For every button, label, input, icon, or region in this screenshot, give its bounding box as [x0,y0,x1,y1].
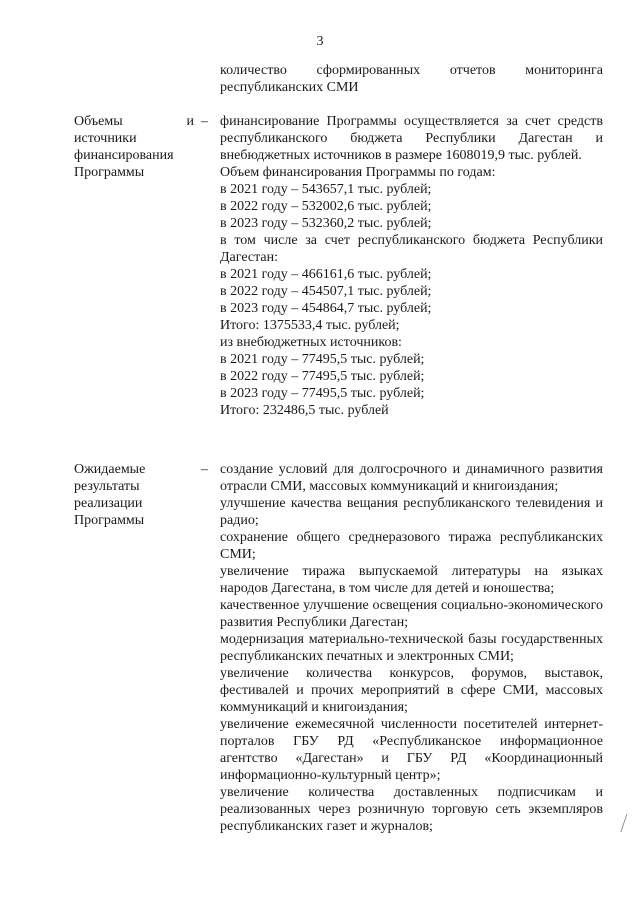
funding-content [220,113,603,419]
continuation-content [220,62,603,96]
funding-total-2023: в 2023 году – 532360,2 тыс. рублей; [220,216,432,231]
funding-extra-2023: в 2023 году – 77495,5 тыс. рублей; [220,386,425,401]
margin-pen-mark-icon [618,812,630,834]
funding-years-heading: Объем финансирования Программы по годам: [220,165,496,180]
funding-label: Объемы и источники финансирования Программы [74,114,194,180]
results-label: Ожидаемые результаты реализации Программы [74,462,146,528]
results-item-6: модернизация материально-технической базы государственных республиканских печатных и электронных СМИ; [220,632,603,664]
funding-republic-total: Итого: 1375533,4 тыс. рублей; [220,318,400,333]
results-item-4: увеличение тиража выпускаемой литературы на языках народов Дагестана, в том числе для детей и юношества; [220,564,603,596]
results-item-1: создание условий для долгосрочного и динамичного развития отрасли СМИ, массовых коммуникаций и книгоиздания; [220,462,603,494]
results-item-3: сохранение общего среднеразового тиража республиканских СМИ; [220,530,603,562]
results-dash: – [201,462,208,477]
results-item-8: увеличение ежемесячной численности посетителей интернет-порталов ГБУ РД «Республиканское информационное агентство «Дагестан» и ГБУ РД «Координационный информационно-культурный центр»; [220,717,603,783]
results-content [220,461,603,835]
funding-republic-2022: в 2022 году – 454507,1 тыс. рублей; [220,284,432,299]
results-item-9: увеличение количества доставленных подписчикам и реализованных через розничную торговую сеть экземпляров республиканских газет и журналов; [220,785,603,834]
results-item-5: качественное улучшение освещения социально-экономического развития Республики Дагестан; [220,598,603,630]
funding-total-2022: в 2022 году – 532002,6 тыс. рублей; [220,199,432,214]
funding-extra-2021: в 2021 году – 77495,5 тыс. рублей; [220,352,425,367]
page-number: 3 [316,34,324,49]
funding-extra-2022: в 2022 году – 77495,5 тыс. рублей; [220,369,425,384]
funding-republic-2021: в 2021 году – 466161,6 тыс. рублей; [220,267,432,282]
results-item-7: увеличение количества конкурсов, форумов, выставок, фестивалей и прочих мероприятий в сфере СМИ, массовых коммуникаций и книгоиздания; [220,666,603,715]
funding-total-2021: в 2021 году – 543657,1 тыс. рублей; [220,182,432,197]
funding-dash: – [201,114,208,129]
results-item-2: улучшение качества вещания республиканского телевидения и радио; [220,496,603,528]
funding-extra-total: Итого: 232486,5 тыс. рублей [220,403,389,418]
funding-republic-heading: в том числе за счет республиканского бюджета Республики Дагестан: [220,233,603,265]
funding-intro: финансирование Программы осуществляется за счет средств республиканского бюджета Республики Дагестан и внебюджетных источников в размере 1608019,9 тыс. рублей. [220,114,603,163]
funding-republic-2023: в 2023 году – 454864,7 тыс. рублей; [220,301,432,316]
funding-extra-heading: из внебюджетных источников: [220,335,402,350]
continuation-text: количество сформированных отчетов мониторинга республиканских СМИ [220,63,603,95]
